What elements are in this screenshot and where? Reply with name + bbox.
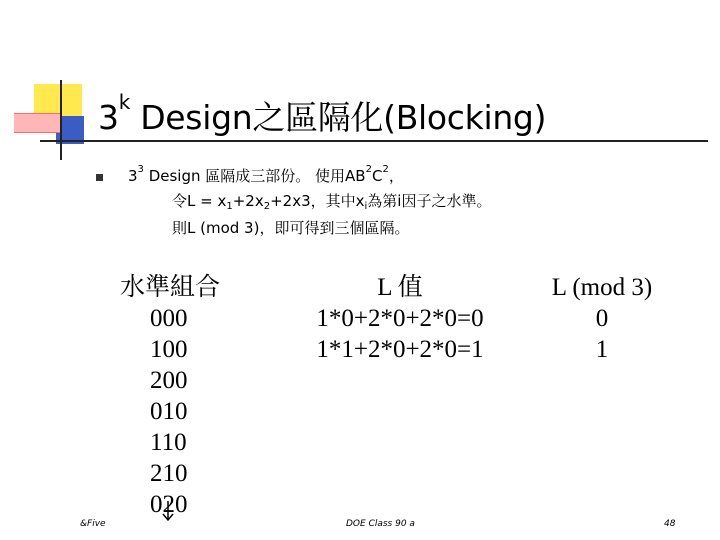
page-number: 48 xyxy=(664,519,676,529)
title-underline xyxy=(40,140,708,142)
bullet-text-line-2: 令$L = x_1+2x_2+2x3$，其中$x_i$為第i因子之水準。 xyxy=(172,192,492,212)
slide-title: 3$^k$ Design之區隔化(Blocking) xyxy=(98,90,547,137)
l-value-column xyxy=(300,272,500,365)
header-l-value: L 值 xyxy=(377,274,423,301)
down-arrow-icon xyxy=(160,500,176,522)
bullet-text-line-1: $3^3$ Design 區隔成三部份。 使用$AB^2C^2$， xyxy=(128,164,404,185)
footer-left: &Five xyxy=(80,519,106,529)
combo-cell: 110 xyxy=(150,429,187,456)
footer-center: DOE Class 90 a xyxy=(346,519,415,529)
l-value-cell: 1*1+2*0+2*0=1 xyxy=(316,336,484,363)
combo-cell: 210 xyxy=(150,460,188,487)
combo-cell: 000 xyxy=(150,305,188,332)
l-value-cell: 1*0+2*0+2*0=0 xyxy=(316,305,484,332)
mod-cell: 1 xyxy=(595,336,609,363)
combo-cell: 020 xyxy=(150,491,188,518)
decor-pink-bar xyxy=(14,113,60,133)
combo-column xyxy=(120,272,220,520)
bullet-icon xyxy=(96,174,103,181)
combo-cell: 100 xyxy=(150,336,188,363)
header-combos: 水準組合 xyxy=(120,274,221,301)
mod-column xyxy=(546,272,658,365)
bullet-text-line-3: 則L (mod 3)，即可得到三個區隔。 xyxy=(172,219,410,237)
header-mod: L (mod 3) xyxy=(551,274,653,301)
decor-vertical-line xyxy=(60,80,62,160)
combo-cell: 010 xyxy=(150,398,188,425)
combo-cell: 200 xyxy=(150,367,188,394)
mod-cell: 0 xyxy=(595,305,609,332)
